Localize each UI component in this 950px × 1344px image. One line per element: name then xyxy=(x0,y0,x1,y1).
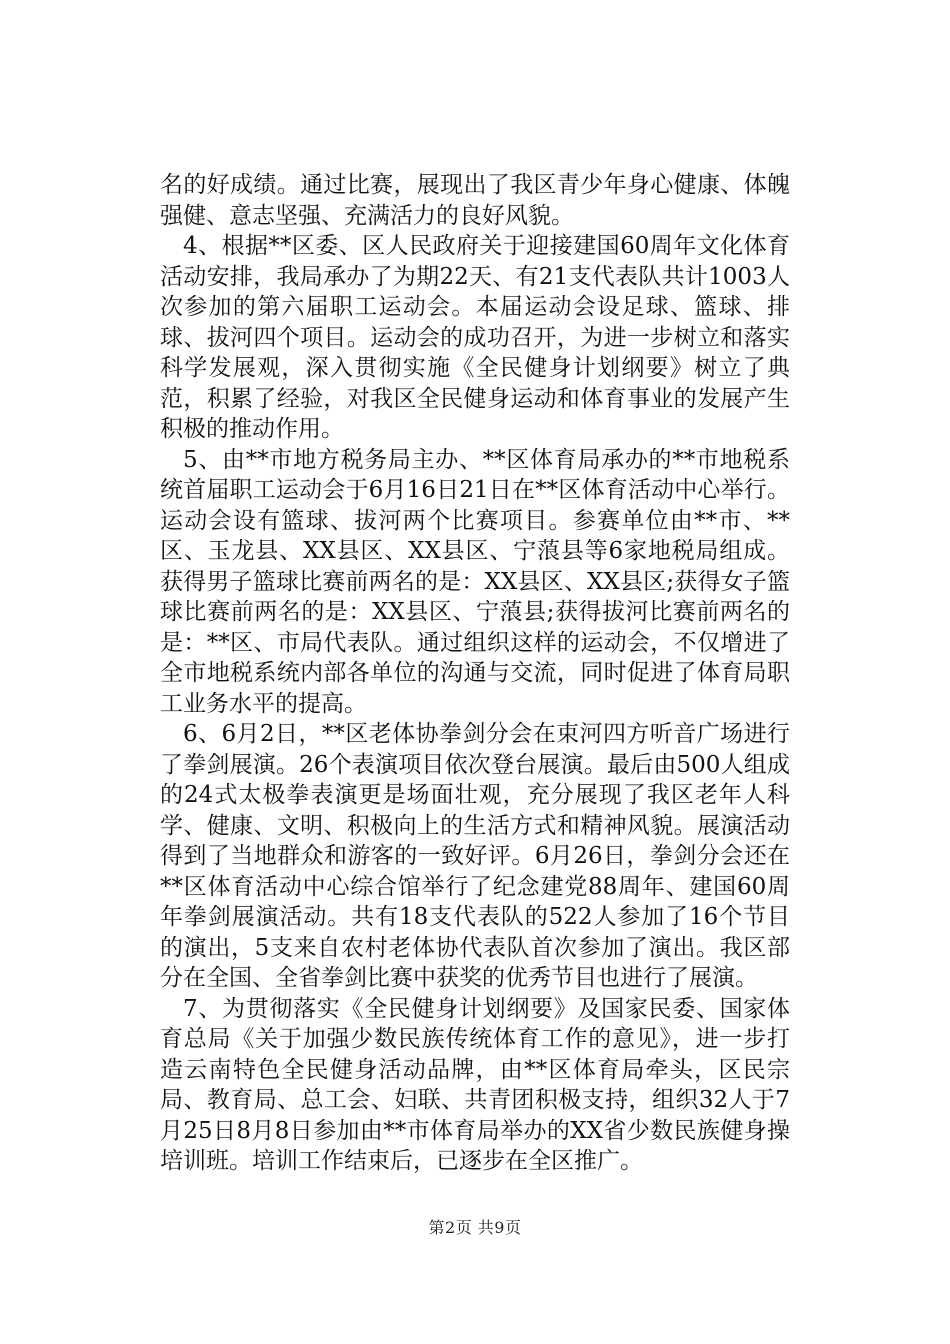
page-number-footer: 第2页 共9页 xyxy=(428,1218,522,1237)
paragraph-item-5: 5、由**市地方税务局主办、**区体育局承办的**市地税系统首届职工运动会于6月16日21日在**区体育活动中心举行。运动会设有篮球、拔河两个比赛项目。参赛单位由**市、**区、玉龙县、XX县区、XX县区、宁蒗县等6家地税局组成。获得男子篮球比赛前两名的是：XX县区、XX县区;获得女子篮球比赛前两名的是：XX县区、宁蒗县;获得拔河比赛前两名的是：**区、市局代表队。通过组织这样的运动会，不仅增进了全市地税系统内部各单位的沟通与交流，同时促进了体育局职工业务水平的提高。 xyxy=(160,446,790,717)
paragraph-continuation: 名的好成绩。通过比赛，展现出了我区青少年身心健康、体魄强健、意志坚强、充满活力的良好风貌。 xyxy=(160,172,790,229)
paragraph-item-7: 7、为贯彻落实《全民健身计划纲要》及国家民委、国家体育总局《关于加强少数民族传统体育工作的意见》，进一步打造云南特色全民健身活动品牌，由**区体育局牵头，区民宗局、教育局、总工会、妇联、共青团积极支持，组织32人于7月25日8月8日参加由**市体育局举办的XX省少数民族健身操培训班。培训工作结束后，已逐步在全区推广。 xyxy=(160,995,790,1174)
paragraph-item-6: 6、6月2日，**区老体协拳剑分会在束河四方听音广场进行了拳剑展演。26个表演项目依次登台展演。最后由500人组成的24式太极拳表演更是场面壮观，充分展现了我区老年人科学、健康、文明、积极向上的生活方式和精神风貌。展演活动得到了当地群众和游客的一致好评。6月26日，拳剑分会还在**区体育活动中心综合馆举行了纪念建党88周年、建国60周年拳剑展演活动。共有18支代表队的522人参加了16个节目的演出，5支来自农村老体协代表队首次参加了演出。我区部分在全国、全省拳剑比赛中获奖的优秀节目也进行了展演。 xyxy=(160,721,790,991)
paragraph-item-4: 4、根据**区委、区人民政府关于迎接建国60周年文化体育活动安排，我局承办了为期22天、有21支代表队共计1003人次参加的第六届职工运动会。本届运动会设足球、篮球、排球、拔河四个项目。运动会的成功召开，为进一步树立和落实科学发展观，深入贯彻实施《全民健身计划纲要》树立了典范，积累了经验，对我区全民健身运动和体育事业的发展产生积极的推动作用。 xyxy=(160,233,790,442)
document-body xyxy=(160,170,790,1177)
